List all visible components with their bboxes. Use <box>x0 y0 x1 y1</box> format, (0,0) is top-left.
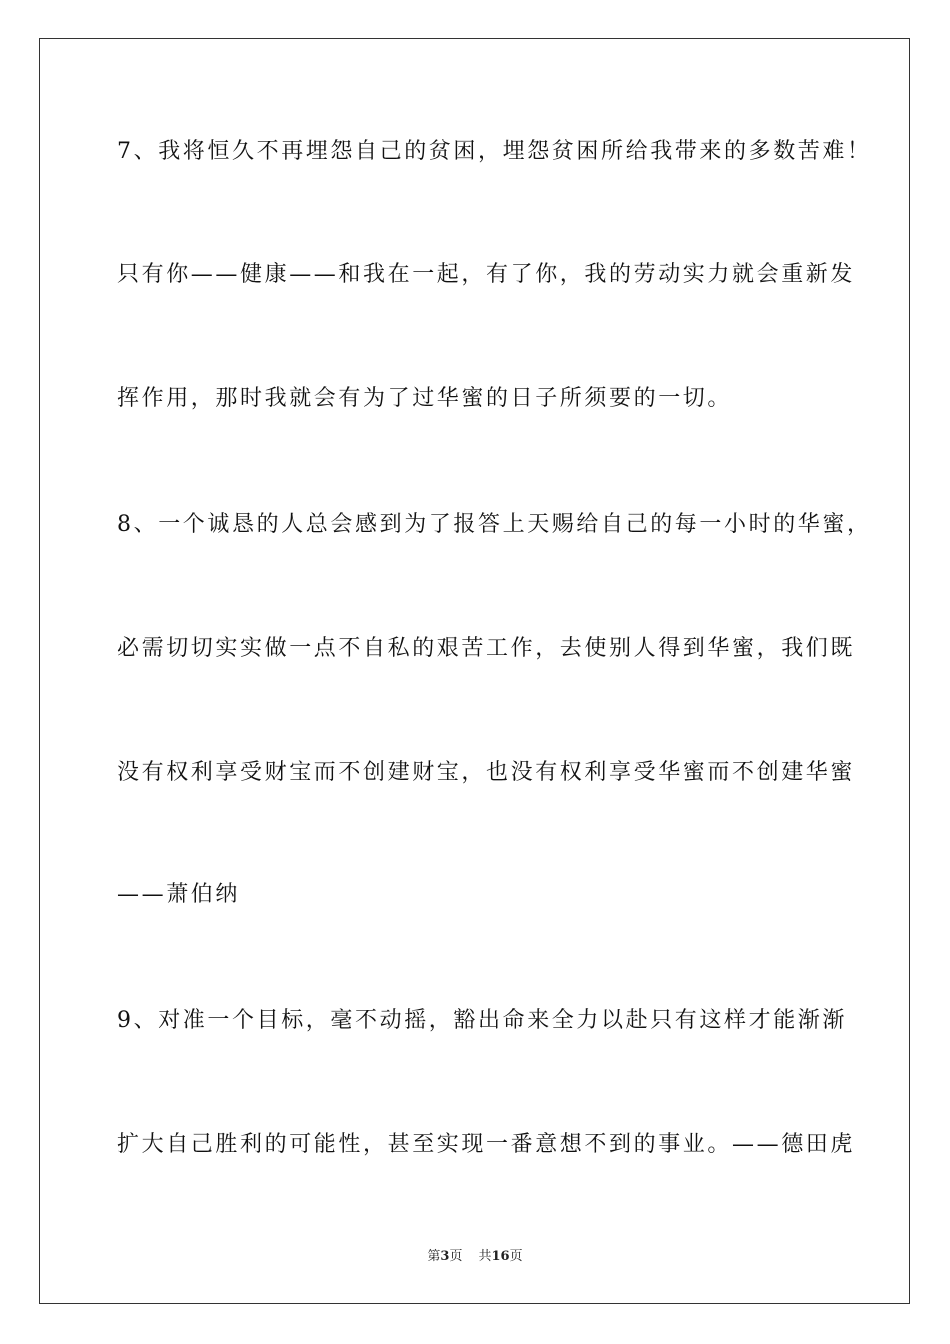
page-prefix: 第 <box>427 1249 441 1264</box>
text-line: 8、一个诚恳的人总会感到为了报答上天赐给自己的每一小时的华蜜， <box>117 512 872 537</box>
text-line: 扩大自己胜利的可能性，甚至实现一番意想不到的事业。——德田虎 <box>117 1132 856 1157</box>
page-footer <box>0 1248 950 1266</box>
text-line: 9、对准一个目标，毫不动摇，豁出命来全力以赴只有这样才能渐渐 <box>117 1008 847 1033</box>
page-border <box>39 38 910 1304</box>
text-line: 挥作用，那时我就会有为了过华蜜的日子所须要的一切。 <box>117 386 733 411</box>
total-pages: 16 <box>491 1249 510 1264</box>
text-line: 必需切切实实做一点不自私的艰苦工作，去使别人得到华蜜，我们既 <box>117 636 856 661</box>
text-line: 7、我将恒久不再埋怨自己的贫困，埋怨贫困所给我带来的多数苦难！ <box>117 139 872 164</box>
text-line: 没有权利享受财宝而不创建财宝，也没有权利享受华蜜而不创建华蜜 <box>117 760 856 785</box>
page-suffix: 页 <box>449 1249 463 1264</box>
text-line: ——萧伯纳 <box>117 882 241 907</box>
page-number: 3 <box>440 1249 450 1264</box>
text-line: 只有你——健康——和我在一起，有了你，我的劳动实力就会重新发 <box>117 262 856 287</box>
total-suffix: 页 <box>509 1249 523 1264</box>
total-prefix: 共 <box>478 1249 492 1264</box>
